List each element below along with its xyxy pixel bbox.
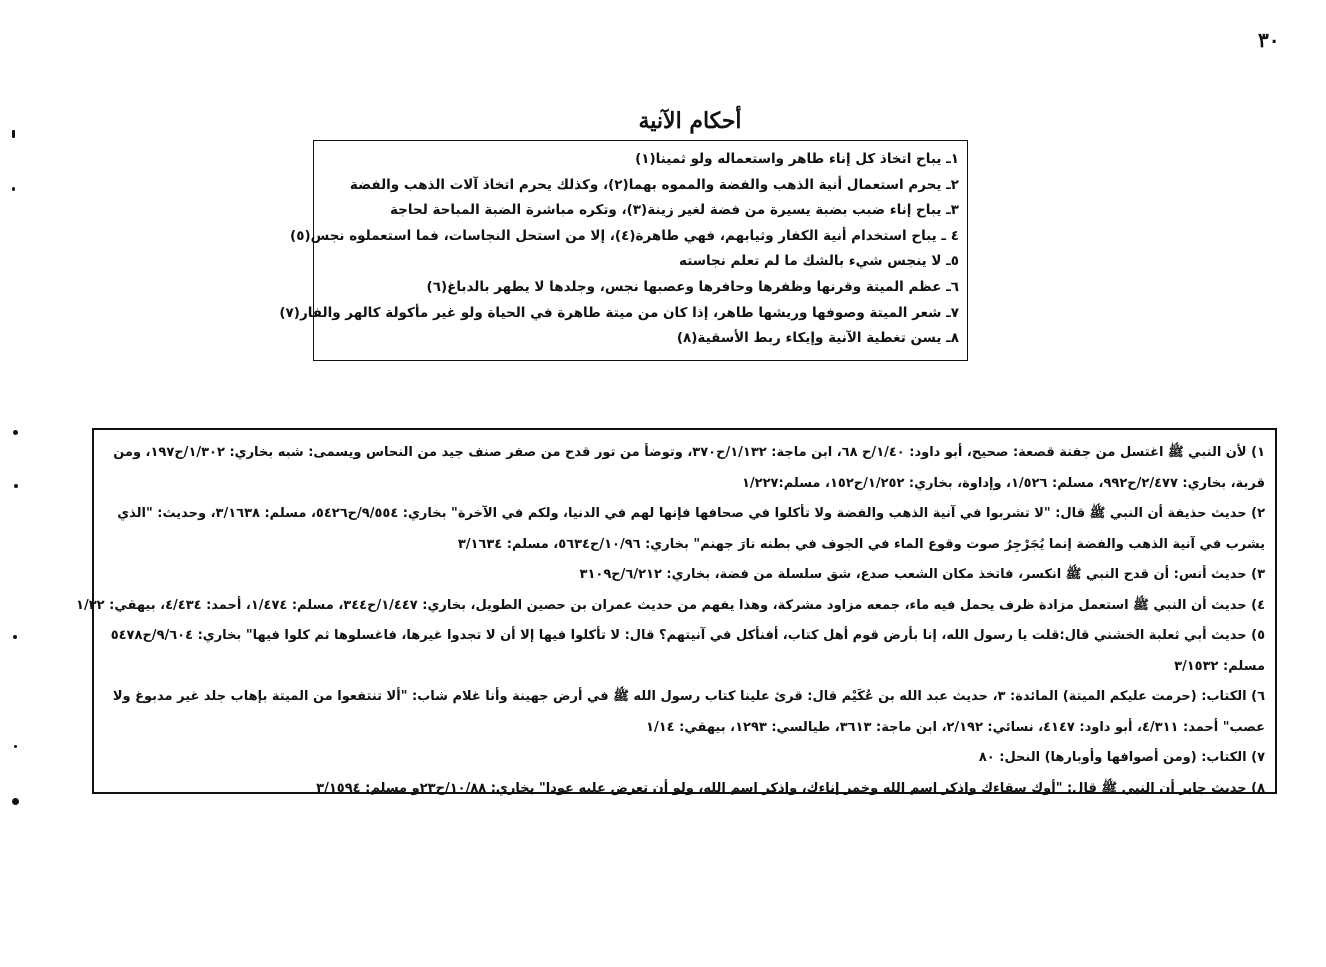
- rule-line: ٣ـ يباح إناء ضبب بضبة يسيرة من فضة لغير زينة(٣)، وتكره مباشرة الضبة المباحة لحاجة: [390, 202, 959, 219]
- footnote-line: قربة، بخاري: ٢/٤٧٧/ح٩٩٢، مسلم: ١/٥٢٦، وإداوة، بخاري: ١/٢٥٢/ح١٥٢، مسلم:١/٢٢٧: [742, 475, 1265, 491]
- rule-line: ٥ـ لا ينجس شيء بالشك ما لم تعلم نجاسته: [679, 253, 959, 270]
- scan-mark: [13, 635, 17, 639]
- scan-mark: [12, 187, 15, 191]
- footnote-line: ٥) حديث أبي ثعلبة الخشني قال:قلت يا رسول الله، إنا بأرض قوم أهل كتاب، أفنأكل في آنيتهم؟ قال: لا تأكلوا فيها إلا أن لا تجدوا غيرها، فاغسلوها ثم كلوا فيها" بخاري: ٩/٦٠٤/ح٥٤٧٨: [110, 628, 1265, 643]
- footnote-line: ٣) حديث أنس: أن قدح النبي ﷺ انكسر، فاتخذ مكان الشعب صدع، شق سلسلة من فضة، بخاري: ٦/٢١٢/ح٣١٠٩: [579, 567, 1265, 582]
- scan-mark: [12, 130, 15, 138]
- scan-mark: [14, 484, 18, 488]
- scan-mark: [14, 745, 17, 748]
- rule-line: ١ـ يباح اتخاذ كل إناء طاهر واستعماله ولو ثمينا(١): [635, 151, 959, 167]
- footnote-line: ٧) الكتاب: (ومن أصوافها وأوبارها) النحل: ٨٠: [978, 750, 1265, 765]
- rule-line: ٦ـ عظم الميتة وقرنها وظفرها وحافرها وعصبها نجس، وجلدها لا يطهر بالدباغ(٦): [426, 278, 959, 295]
- footnotes-box: [76, 428, 1277, 796]
- footnote-line: عصب" أحمد: ٤/٣١١، أبو داود: ٤١٤٧، نسائي: ٢/١٩٢، ابن ماجة: ٣٦١٣، طيالسي: ١٢٩٣، بيهقي: ١/١٤: [646, 719, 1265, 735]
- footnote-line: ٨) حديث جابر أن النبي ﷺ قال: "أوك سقاءك واذكر اسم الله وخمر إناءك، واذكر اسم الله، ولو أن تعرض عليه عودا" بخاري: ١٠/٨٨/ح٢٣و مسلم: ٣/١٥٩٤: [316, 780, 1265, 796]
- rule-line: ٧ـ شعر الميتة وصوفها وريشها طاهر، إذا كان من ميتة طاهرة في الحياة ولو غير مأكولة كالهر والفار(٧): [279, 304, 959, 321]
- rule-line: ٢ـ يحرم استعمال أنية الذهب والفضة والمموه بهما(٢)، وكذلك يحرم اتخاذ آلات الذهب والفضة: [349, 176, 959, 193]
- page-number: ٣٠: [1258, 28, 1280, 52]
- scan-mark: [12, 798, 19, 805]
- rule-line: ٤ ـ يباح استخدام أنية الكفار وثيابهم، فهي طاهرة(٤)، إلا من استحل النجاسات، فما استعملوه نجس(٥): [290, 227, 959, 244]
- footnote-line: ٤) حديث أن النبي ﷺ استعمل مزادة ظرف يحمل فيه ماء، جمعه مزاود مشركة، وهذا يفهم من حديث عمران بن حصين الطويل، بخاري: ١/٤٤٧/ح٣٤٤، مسلم: ١/٤٧٤، أحمد: ٤/٤٣٤، بيهقي: ١/٣٢: [76, 597, 1265, 613]
- rules-box: [279, 140, 968, 361]
- rule-line: ٨ـ يسن تغطية الآنية وإيكاء ربط الأسقية(٨): [676, 330, 959, 347]
- footnote-line: ٢) حديث حذيفة أن النبي ﷺ قال: "لا تشربوا في آنية الذهب والفضة ولا تأكلوا في صحافها فإنها لهم في الدنيا، ولكم في الآخرة" بخاري: ٩/٥٥٤/ح٥٤٢٦، مسلم: ٣/١٦٣٨، وحديث: "الذي: [117, 506, 1265, 521]
- footnote-line: ١) لأن النبي ﷺ اغتسل من جفنة قصعة: صحيح، أبو داود: ١/٤٠/ح ٦٨، ابن ماجة: ١/١٣٢/ح٣٧٠، وتوضأ من تور قدح من صفر صنف جيد من النحاس ويسمى: شبه بخاري: ١/٣٠٢/ح١٩٧، ومن: [113, 445, 1265, 460]
- footnote-line: ٦) الكتاب: (حرمت عليكم الميتة) المائدة: ٣، حديث عبد الله بن عُكَيْم قال: قرئ علينا كتاب رسول الله ﷺ في أرض جهينة وأنا غلام شاب: "ألا تنتفعوا من الميتة بإهاب جلد غير مدبوغ ولا: [112, 689, 1265, 704]
- page-title: أحكام الآنية: [638, 108, 742, 134]
- footnote-line: يشرب في آنية الذهب والفضة إنما يُجَرْجِرُ صوت وقوع الماء في الجوف في بطنه نارَ جهنم" بخاري: ١٠/٩٦/ح٥٦٣٤، مسلم: ٣/١٦٣٤: [457, 536, 1265, 552]
- footnote-line: مسلم: ٣/١٥٣٢: [1174, 658, 1265, 674]
- scan-mark: [13, 430, 18, 435]
